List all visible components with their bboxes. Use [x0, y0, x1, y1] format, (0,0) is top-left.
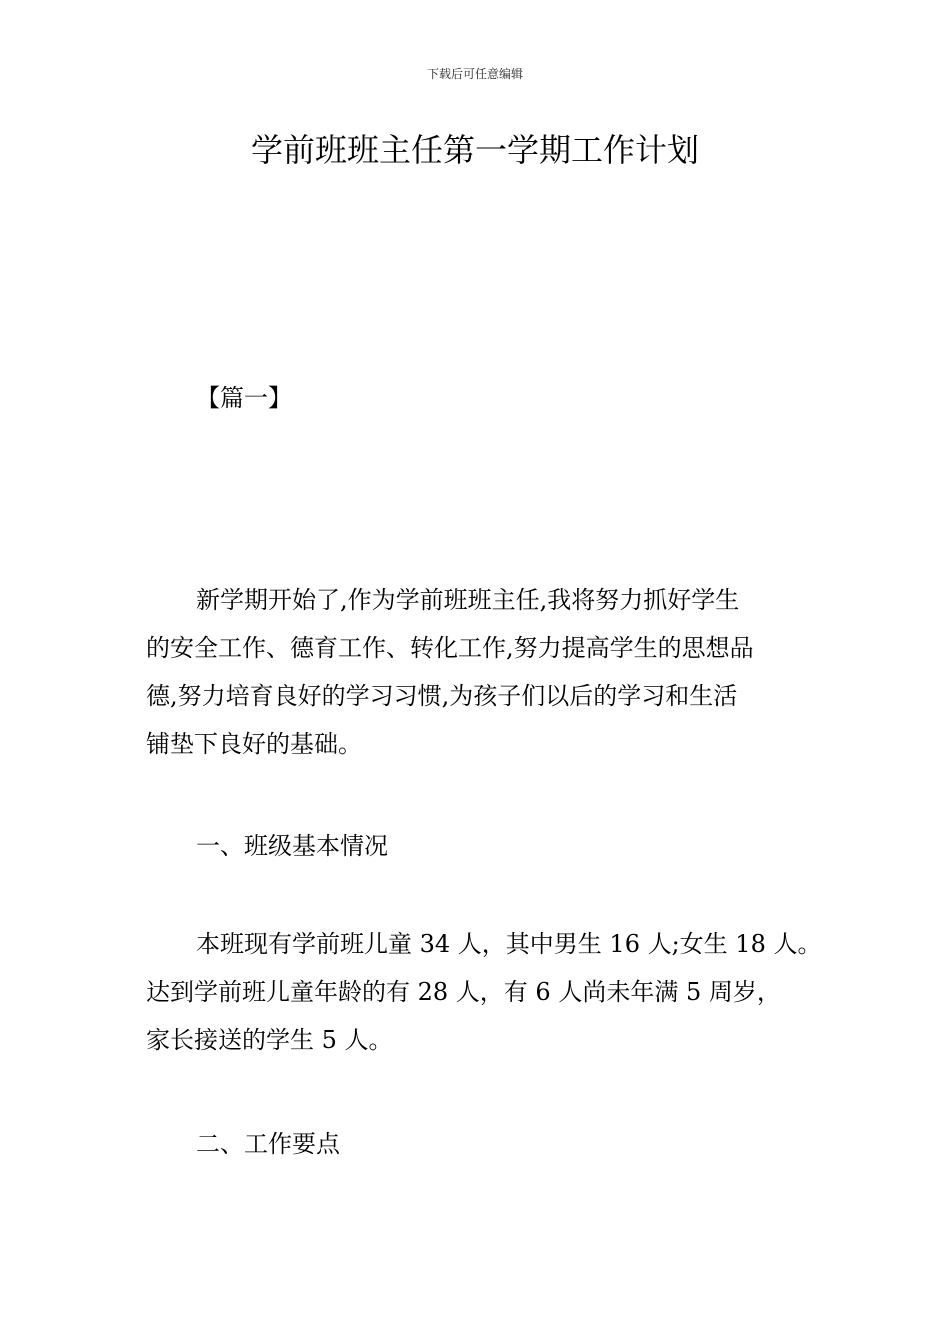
basic-info-line: 家长接送的学生 5 人。 — [146, 1026, 393, 1054]
section-heading-work-points — [146, 1120, 826, 1168]
section-heading-text: 一、班级基本情况 — [196, 832, 388, 860]
intro-line: 铺垫下良好的基础。 — [146, 730, 362, 758]
intro-paragraph — [146, 576, 826, 768]
basic-info-paragraph — [146, 920, 826, 1064]
section-marker: 【篇一】 — [196, 384, 292, 412]
basic-info-line: 本班现有学前班儿童 34 人，其中男生 16 人;女生 18 人。 — [196, 930, 822, 958]
intro-line: 新学期开始了,作为学前班班主任,我将努力抓好学生 — [196, 586, 740, 614]
basic-info-line: 达到学前班儿童年龄的有 28 人，有 6 人尚未年满 5 周岁， — [146, 978, 781, 1006]
intro-line: 德,努力培育良好的学习习惯,为孩子们以后的学习和生活 — [146, 682, 738, 710]
document-title: 学前班班主任第一学期工作计划 — [250, 131, 699, 169]
section-heading-basic-info — [146, 822, 826, 870]
intro-line: 的安全工作、德育工作、转化工作,努力提高学生的思想品 — [146, 634, 754, 662]
header-note: 下载后可任意编辑 — [426, 67, 523, 81]
section-heading-text: 二、工作要点 — [196, 1130, 340, 1158]
